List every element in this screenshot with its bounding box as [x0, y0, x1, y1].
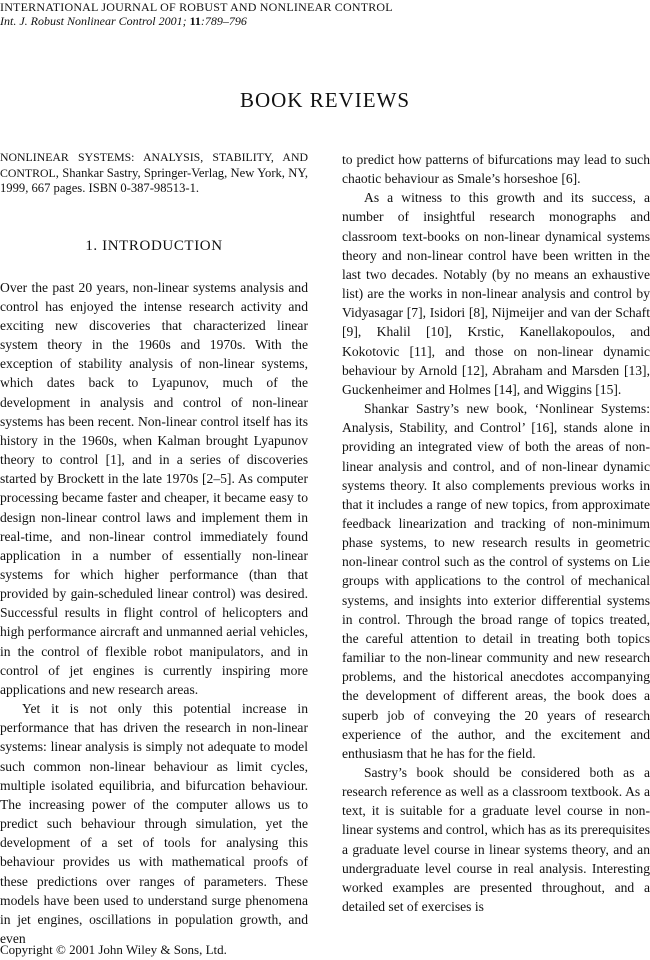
paragraph-4: Shankar Sastry’s new book, ‘Nonlinear Systems: Analysis, Stability, and Control’ [16], stands alone in providing an integrated view of both the areas of non-linear analysis and control, and of non-linear dynamic systems theory. It also complements previous works in that it includes a range of new topics, from approximate feedback linearization and tracking of non-minimum phase systems, to new research results in geometric non-linear control such as the control of systems on Lie groups with applications to the control of mechanical systems, and insights into exterior differential systems in control. Through the broad range of topics treated, the careful attention to detail in treating both topics familiar to the non-linear community and new research problems, and the historical anecdotes accompanying the development of different areas, the book does a superb job of conveying the 20 years of research experience of the author, and the excitement and enthusiasm that he has for the field. — [342, 401, 650, 761]
citation-journal: Int. J. Robust Nonlinear Control — [0, 14, 156, 28]
section-title: BOOK REVIEWS — [239, 88, 411, 112]
right-column — [342, 150, 650, 916]
journal-header — [0, 0, 650, 28]
paragraph-1: Over the past 20 years, non-linear systems analysis and control has enjoyed the intense research activity and exciting new discoveries that characterized linear system theory in the 1960s and 1970s. With the exception of stability analysis of non-linear systems, which dates back to Lyapunov, much of the development in analysis and control of non-linear systems has been recent. Non-linear control itself has its history in the 1960s, when Kalman brought Lyapunov theory to control [1], and in a series of discoveries started by Brockett in the late 1970s [2–5]. As computer processing became faster and cheaper, it became easy to design non-linear control laws and implement them in real-time, and non-linear control immediately found application in a number of essentially non-linear systems for which higher performance (than that provided by gain-scheduled linear control) was desired. Successful results in flight control of helicopters and high performance aircraft and unmanned aerial vehicles, in the control of flexible robot manipulators, and in control of jet engines is currently inspiring more applications and new research areas. — [0, 279, 308, 697]
citation-pages: :789–796 — [200, 14, 247, 28]
paragraph-2-continued: to predict how patterns of bifurcations may lead to such chaotic behaviour as Smale’s horseshoe [6]. — [342, 152, 650, 187]
paragraph-5: Sastry’s book should be considered both as a research reference as well as a classroom textbook. As a text, it is suitable for a graduate level course in non-linear systems and control, which has as its prerequisites a graduate level course in linear systems theory, and an undergraduate level course in real analysis. Interesting worked examples are presented throughout, and a detailed set of exercises is — [342, 765, 650, 915]
book-title: NONLINEAR SYSTEMS: ANALYSIS, STABILITY, AND CONTROL — [0, 150, 308, 180]
paragraph-2: Yet it is not only this potential increase in performance that has driven the research in non-linear systems: linear analysis is simply not adequate to model such common non-linear behaviour as limit cycles, multiple isolated equilibria, and bifurcation behaviour. The increasing power of the computer allows us to predict such behaviour through simulation, yet the development of a set of tools for analysing this behaviour provides us with mathematical proofs of these predictions over ranges of parameters. These models have been used to understand surge phenomena in jet engines, oscillations in population growth, and even — [0, 701, 308, 946]
citation-volume: 11 — [189, 14, 201, 28]
left-column — [0, 150, 308, 948]
book-details: , Shankar Sastry, Springer-Verlag, New York, NY, 1999, 667 pages. ISBN 0-387-98513-1. — [0, 165, 308, 195]
journal-name: INTERNATIONAL JOURNAL OF ROBUST AND NONLINEAR CONTROL — [0, 0, 393, 14]
copyright-footer: Copyright © 2001 John Wiley & Sons, Ltd. — [0, 942, 227, 957]
book-reference — [0, 150, 308, 197]
introduction-heading: 1. INTRODUCTION — [85, 237, 223, 254]
citation-year: 2001; — [158, 14, 187, 28]
paragraph-3: As a witness to this growth and its success, a number of insightful research monographs and classroom text-books on non-linear dynamical systems theory and non-linear control have been written in the last two decades. Notably (by no means an exhaustive list) are the works in non-linear analysis and control by Vidyasagar [7], Isidori [8], Nijmeijer and van der Schaft [9], Khalil [10], Krstic, Kanellakopoulos, and Kokotovic [11], and those on non-linear dynamic behaviour by Arnold [12], Abraham and Marsden [13], Guckenheimer and Holmes [14], and Wiggins [15]. — [342, 190, 650, 397]
journal-citation — [0, 14, 650, 28]
